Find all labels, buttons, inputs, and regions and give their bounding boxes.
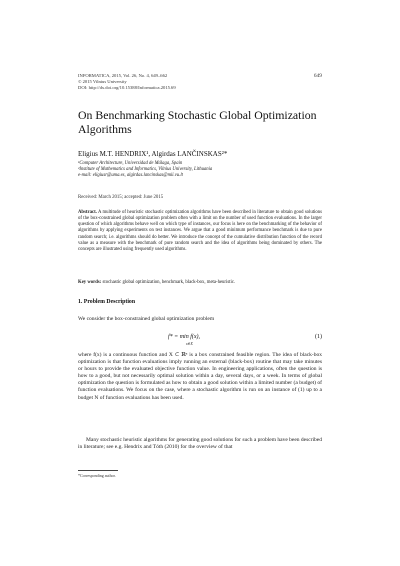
- affiliations: [78, 161, 212, 179]
- copyright-line: © 2015 Vilnius University: [78, 78, 127, 84]
- equation-main: f* = min f(x),: [168, 334, 201, 340]
- paragraph-1: We consider the box-constrained global optimization problem: [78, 316, 215, 322]
- journal-header: [78, 73, 176, 90]
- page-number: 649: [313, 73, 322, 79]
- affiliation-2: ²Institute of Mathematics and Informatics, Vilnius University, Lithuania: [78, 167, 213, 172]
- paragraph-3: Many stochastic heuristic algorithms for generating good solutions for such a problem have been described in literature; see e.g. Hendrix and Tóth (2010) for the overview of that: [78, 437, 322, 451]
- footnote-rule: [78, 470, 118, 471]
- journal-line: INFORMATICA, 2015, Vol. 26, No. 4, 649–662: [78, 73, 168, 78]
- email-line[interactable]: e-mail: eligiusr@uma.es, algirdas.lancinskas@mii.vu.lt: [78, 173, 183, 178]
- keywords-text: stochastic global optimization, benchmark, black-box, meta-heuristic.: [102, 280, 236, 285]
- abstract: [78, 210, 322, 253]
- dates: Received: March 2015; accepted: June 2015: [78, 195, 164, 200]
- paper-title: On Benchmarking Stochastic Global Optimization Algorithms: [78, 108, 317, 136]
- abstract-label: Abstract.: [78, 210, 97, 215]
- paragraph-2: where f(x) is a continuous function and X ⊂ ℝⁿ is a box constrained feasible region. The idea of black-box optimization is that function evaluations imply running an external (black-box) routine that may take minutes or hours to provide the evaluated objective function value. In engineering applications, often the question is how to a good, but not necessarily optimal solution within a day, several days, or a week. In terms of global optimization the question is formulated as how to obtain a good solution within a limited number (a budget) of function evaluations. We focus on the case, where a stochastic algorithm is run on an instance of (1) up to a budget N of function evaluations has been used.: [78, 352, 322, 401]
- footnote: *Corresponding author.: [78, 473, 116, 478]
- section-title: 1. Problem Description: [78, 299, 136, 305]
- doi-line[interactable]: DOI: http://dx.doi.org/10.15388/Informatica.2015.69: [78, 84, 176, 90]
- equation-subscript: x∈X: [186, 342, 193, 346]
- keywords: [78, 280, 322, 286]
- equation-number: (1): [315, 334, 322, 340]
- keywords-label: Key words:: [78, 280, 102, 285]
- equation-1: [78, 334, 322, 346]
- authors: Eligius M.T. HENDRIX¹, Algirdas LANČINSKAS²*: [78, 150, 228, 158]
- abstract-text: A multitude of heuristic stochastic optimization algorithms have been described in literature to obtain good solutions of the box-constrained global optimization problem often with a limit on the number of used function evaluations. In the larger question of which algorithms behave well on which type of instances, our focus is here on the benchmarking of the behavior of algorithms by applying experiments on test instances. We argue that a good minimum performance benchmark is due to pure random search; i.e. algorithms should do better. We introduce the concept of the cumulative distribution function of the record value as a measure with the benchmark of pure random search and the idea of algorithms being dominated by others. The concepts are illustrated using frequently used algorithms.: [78, 210, 322, 252]
- affiliation-1: ¹Computer Architecture, Universidad de Málaga, Spain: [78, 161, 183, 166]
